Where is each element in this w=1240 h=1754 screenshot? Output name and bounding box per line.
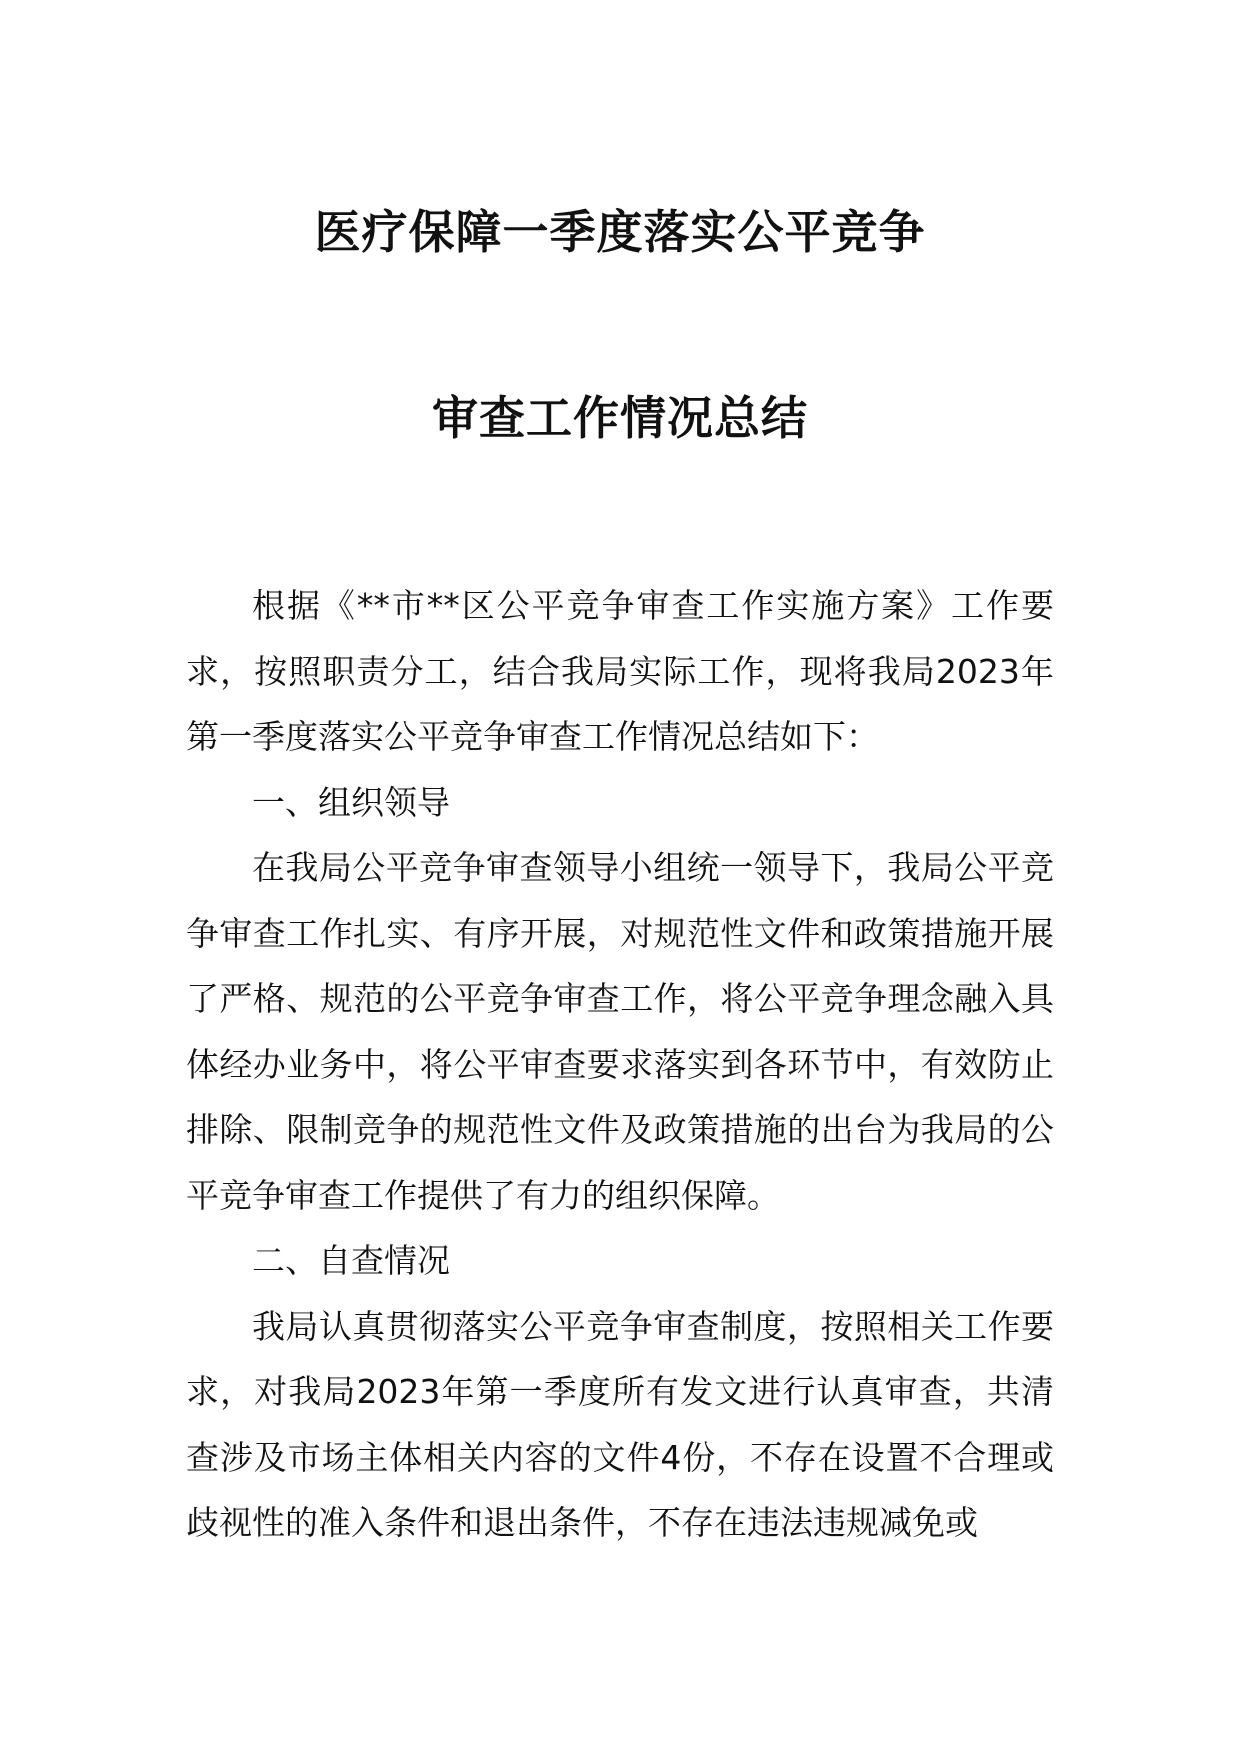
document-title-line-1: 医疗保障一季度落实公平竞争: [314, 205, 926, 259]
paragraph-intro: 根据《**市**区公平竞争审查工作实施方案》工作要求，按照职责分工，结合我局实际工作，现将我局2023年第一季度落实公平竞争审查工作情况总结如下：: [186, 586, 1054, 756]
section-heading-organization: 一、组织领导: [252, 782, 450, 822]
paragraph-self-inspection: 我局认真贯彻落实公平竞争审查制度，按照相关工作要求，对我局2023年第一季度所有发文进行认真审查，共清查涉及市场主体相关内容的文件4份，不存在设置不合理或歧视性的准入条件和退出条件，不存在违法违规减免或: [186, 1306, 1054, 1542]
document-title-line-2: 审查工作情况总结: [432, 391, 808, 445]
section-heading-self-inspection: 二、自查情况: [252, 1241, 450, 1280]
document-body: [186, 573, 1054, 1556]
paragraph-organization: 在我局公平竞争审查领导小组统一领导下，我局公平竞争审查工作扎实、有序开展，对规范性文件和政策措施开展了严格、规范的公平竞争审查工作，将公平竞争理念融入具体经办业务中，将公平审查要求落实到各环节中，有效防止排除、限制竞争的规范性文件及政策措施的出台为我局的公平竞争审查工作提供了有力的组织保障。: [186, 848, 1054, 1215]
